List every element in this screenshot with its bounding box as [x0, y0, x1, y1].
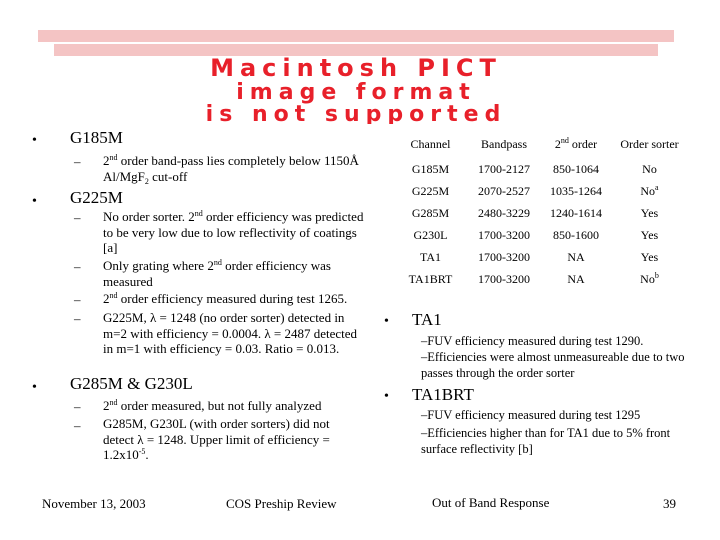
table-row: [392, 268, 686, 290]
table-header-row: [392, 130, 686, 158]
cell-channel: TA1BRT: [408, 271, 453, 286]
g225m-item-4: G225M, λ = 1248 (no order sorter) detected in m=2 with efficiency = 0.0004. λ = 2487 detected in m=1 with efficiency = 0.03. Ratio = 0.013.: [103, 310, 358, 356]
pict-line-3: is not supported: [205, 102, 507, 124]
cell-bandpass: 2070-2527: [478, 183, 530, 198]
cell-2nd-order: 850-1064: [553, 161, 599, 176]
table-row: [392, 202, 686, 224]
dash-marker: –: [74, 399, 81, 414]
header-bandpass: Bandpass: [481, 136, 527, 151]
cell-sorter: Yes: [640, 249, 659, 264]
ta1brt-line-2: –Efficiencies higher than for TA1 due to 5% front surface reflectivity [b]: [421, 426, 671, 456]
cell-channel: TA1: [419, 249, 442, 264]
cell-bandpass: 1700-3200: [478, 227, 530, 242]
page-number: 39: [663, 496, 676, 511]
header-channel: Channel: [410, 136, 451, 151]
cell-sorter: No: [642, 161, 657, 176]
cell-channel: G185M: [411, 161, 450, 176]
cell-2nd-order: NA: [567, 271, 585, 286]
cell-2nd-order: 1035-1264: [550, 183, 602, 198]
cell-bandpass: 1700-3200: [478, 249, 530, 264]
g185m-heading: G185M: [70, 128, 123, 147]
cell-channel: G285M: [411, 205, 450, 220]
ta1-heading: TA1: [412, 310, 442, 329]
table-row: [392, 158, 686, 180]
cell-2nd-order: 850-1600: [553, 227, 599, 242]
dash-marker: –: [74, 418, 81, 433]
footer-slide-title: Out of Band Response: [432, 495, 550, 510]
bullet-marker: •: [32, 133, 37, 148]
g225m-item-2: Only grating where 2nd order efficiency was measured: [103, 258, 331, 289]
dash-marker: –: [74, 311, 81, 326]
header-2nd-order: 2nd order: [554, 135, 598, 151]
table-row: [392, 180, 686, 202]
bullet-marker: •: [32, 380, 37, 395]
g225m-heading: G225M: [70, 188, 123, 207]
cell-bandpass: 1700-2127: [478, 161, 530, 176]
g185m-item-1: 2nd order band-pass lies completely below 1150Å Al/MgF$_2$ cut-off: [103, 153, 359, 186]
cell-bandpass: 2480-3229: [478, 205, 530, 220]
footer-presentation: COS Preship Review: [226, 496, 337, 511]
dash-marker: –: [74, 259, 81, 274]
ta1-line-2: –Efficiencies were almost unmeasureable due to two passes through the order sorter: [421, 350, 685, 380]
ta1brt-heading: TA1BRT: [412, 385, 474, 404]
table-row: [392, 224, 686, 246]
cell-2nd-order: NA: [567, 249, 585, 264]
dash-marker: –: [74, 154, 81, 169]
pict-placeholder-image: [36, 28, 676, 124]
ta1brt-line-1: –FUV efficiency measured during test 1295: [421, 408, 641, 422]
table-row: [392, 246, 686, 268]
cell-channel: G230L: [413, 227, 448, 242]
cell-2nd-order: 1240-1614: [550, 205, 602, 220]
cell-sorter: No$^b$: [640, 270, 659, 286]
bullet-marker: •: [32, 194, 37, 209]
bullet-marker: •: [384, 389, 389, 404]
order-table: [392, 130, 686, 290]
dash-marker: –: [74, 210, 81, 225]
cell-sorter: Yes: [640, 227, 659, 242]
pict-line-2: image format: [236, 80, 476, 105]
g285m-heading: G285M & G230L: [70, 374, 193, 393]
cell-channel: G225M: [411, 183, 450, 198]
cell-sorter: Yes: [640, 205, 659, 220]
ta1-line-1: –FUV efficiency measured during test 1290.: [421, 334, 644, 348]
bullet-marker: •: [384, 314, 389, 329]
pict-line-1: Macintosh PICT: [210, 54, 502, 82]
g285m-item-2: G285M, G230L (with order sorters) did not detect λ = 1248. Upper limit of efficiency = $1.2x10^{-5}$.: [103, 416, 330, 462]
dash-marker: –: [74, 292, 81, 307]
header-order-sorter: Order sorter: [620, 136, 679, 151]
g285m-item-1: 2nd order measured, but not fully analyzed: [103, 398, 322, 413]
cell-bandpass: 1700-3200: [478, 271, 530, 286]
footer-date: November 13, 2003: [42, 496, 146, 511]
g225m-item-1: No order sorter. 2nd order efficiency was predicted to be very low due to low reflectivity of coatings [a]: [103, 209, 364, 255]
g225m-item-3: 2nd order efficiency measured during test 1265.: [103, 291, 348, 306]
cell-sorter: No$^a$: [640, 182, 659, 198]
